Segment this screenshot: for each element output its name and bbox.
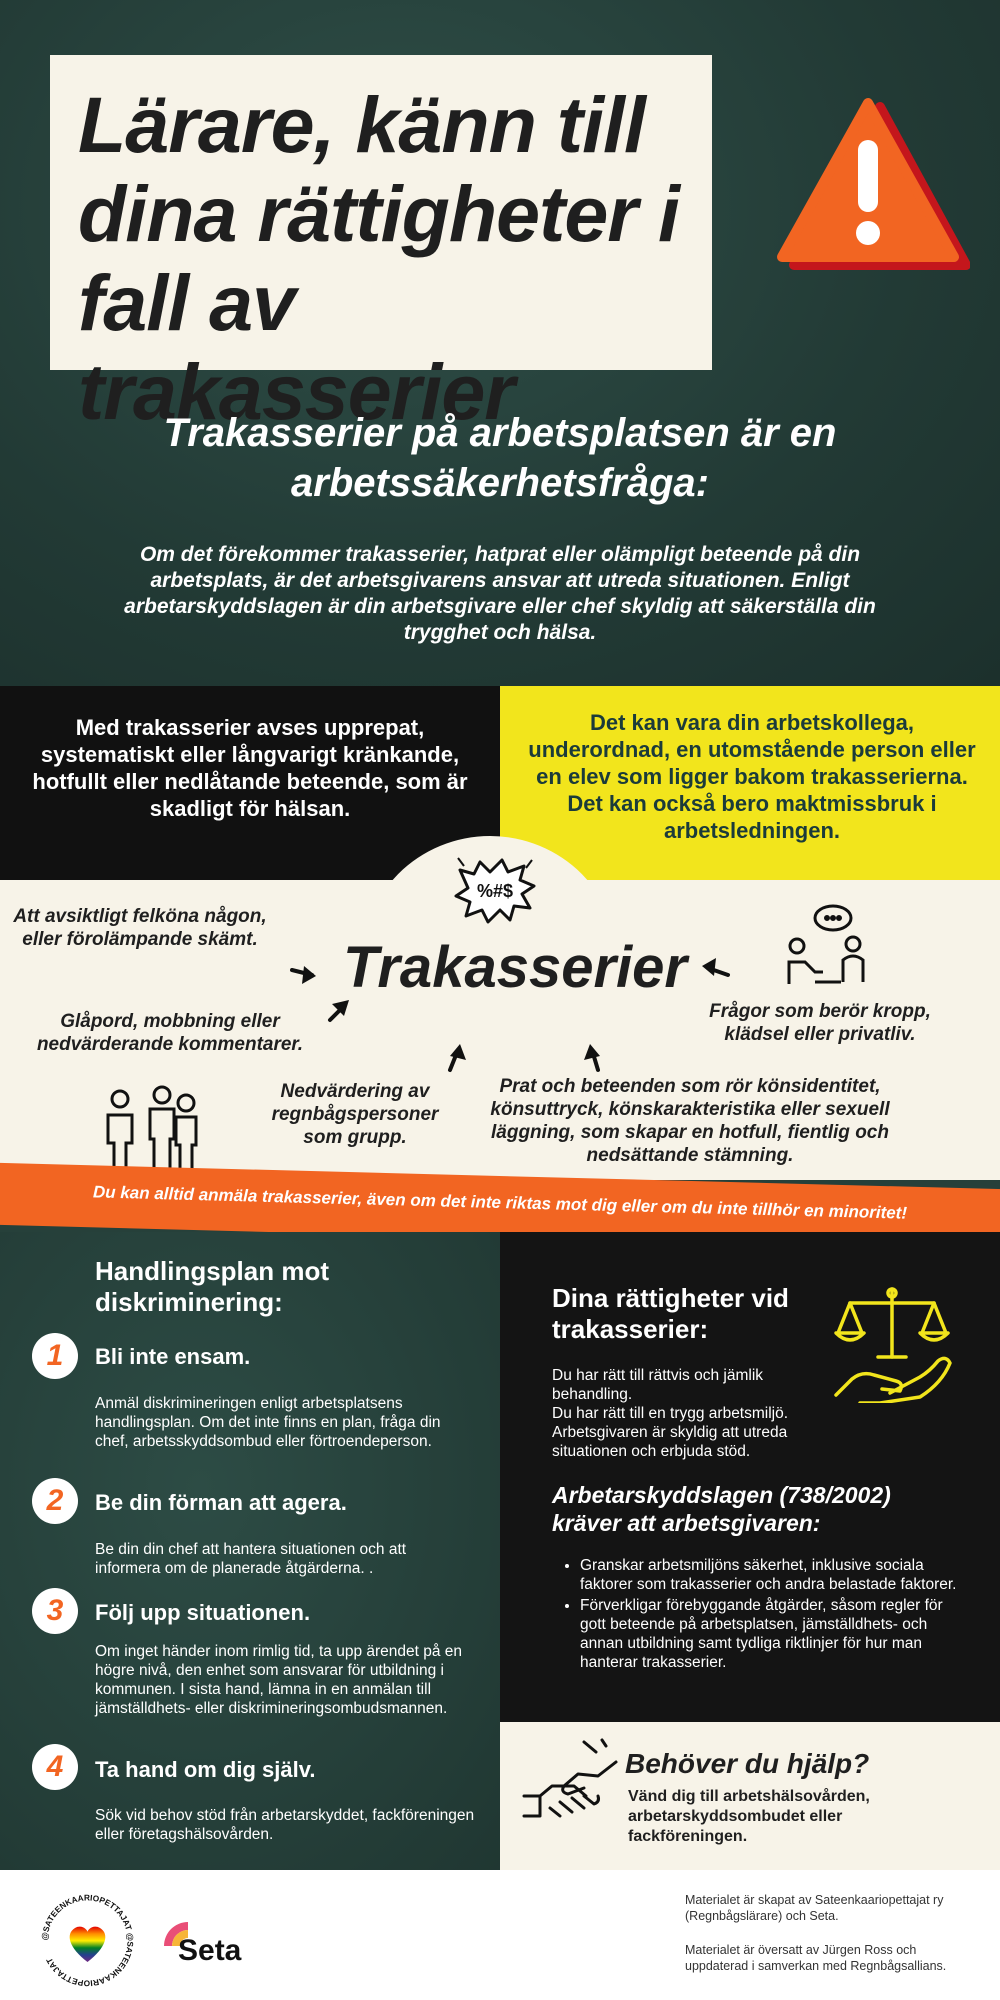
report-banner-text: Du kan alltid anmäla trakasserier, även om det inte riktas mot dig eller om du inte tillhör en minoritet! <box>92 1182 908 1223</box>
credit-text-1: Materialet är skapat av Sateenkaariopettajat ry (Regnbågslärare) och Seta. <box>685 1893 944 1923</box>
step-text-4: Sök vid behov stöd från arbetarskyddet, fackföreningen eller företagshälsovården. <box>95 1807 475 1843</box>
help-text: Vänd dig till arbetshälsovården, arbetarskyddsombudet eller fackföreningen. <box>628 1788 870 1845</box>
credit-text-2: Materialet är översatt av Jürgen Ross och uppdaterad i samverkan med Regnbågsallians. <box>685 1943 947 1973</box>
harassment-item-body: Frågor som berör kropp, klädsel eller privatliv. <box>709 1001 931 1045</box>
regnbagslarare-logo <box>35 1888 140 1993</box>
people-group-icon <box>100 1085 210 1175</box>
step-text-2: Be din din chef att hantera situationen och att informera om de planerade åtgärderna. . <box>95 1541 407 1577</box>
seta-logo-text: Seta <box>178 1934 242 1967</box>
justice-scale-icon <box>830 1283 955 1403</box>
law-list <box>560 1556 960 1674</box>
help-heading: Behöver du hjälp? <box>625 1748 870 1779</box>
step-title-4: Ta hand om dig själv. <box>95 1757 316 1782</box>
law-item: • Förverkligar förebyggande åtgärder, såsom regler för gott beteende på arbetsplatsen, jämställdhets- och annan utbildning samt tydliga riktlinjer för hur man hanterar trakasserier. <box>580 1596 960 1672</box>
action-plan-heading: Handlingsplan mot diskriminering: <box>95 1256 329 1317</box>
conversation-icon <box>785 902 875 987</box>
step-number-1: 1 <box>32 1333 78 1379</box>
page-title: Lärare, känn till dina rättigheter i fall av trakasserier <box>78 80 679 436</box>
footer <box>0 1870 1000 2000</box>
intro-text: Om det förekommer trakasserier, hatprat eller olämpligt beteende på din arbetsplats, är det arbetsgivarens ansvar att utreda situationen. Enligt arbetarskyddslagen är din arbetsgivare eller chef skyldig att säkerställa din trygghet och hälsa. <box>124 543 876 644</box>
definition-right-text: Det kan vara din arbetskollega, underordnad, en utomstående person eller en elev som ligger bakom trakasserierna. Det kan också bero maktmissbruk i arbetsledningen. <box>528 710 976 843</box>
rainbow-heart-icon <box>70 1927 106 1962</box>
harassment-item-slurs: Glåpord, mobbning eller nedvärderande kommentarer. <box>36 1011 304 1055</box>
rights-text: Du har rätt till rättvis och jämlik behandling. Du har rätt till en trygg arbetsmiljö. Arbetsgivaren är skyldig att utreda situationen och erbjuda stöd. <box>552 1367 789 1460</box>
warning-icon <box>770 95 970 275</box>
step-text-3: Om inget händer inom rimlig tid, ta upp ärendet på en högre nivå, den enhet som ansvarar för utbildning i kommunen. I sista hand, lämna in en anmälan till jämställdhets- eller diskrimineringsombudsmannen. <box>95 1643 463 1717</box>
swear-symbols: %#$ <box>476 881 514 901</box>
center-word: Trakasserier <box>342 935 687 1000</box>
step-number-3: 3 <box>32 1588 78 1634</box>
rights-heading: Dina rättigheter vid trakasserier: <box>552 1283 789 1344</box>
step-title-1: Bli inte ensam. <box>95 1344 251 1369</box>
harassment-item-misgender: Att avsiktligt felköna någon, eller förolämpande skämt. <box>13 906 267 950</box>
step-number-2: 2 <box>32 1478 78 1524</box>
step-number-4: 4 <box>32 1744 78 1790</box>
step-title-3: Följ upp situationen. <box>95 1600 311 1625</box>
law-heading: Arbetarskyddslagen (738/2002) kräver att arbetsgivaren: <box>552 1482 891 1536</box>
subtitle: Trakasserier på arbetsplatsen är en arbetssäkerhetsfråga: <box>163 411 837 505</box>
step-title-2: Be din förman att agera. <box>95 1490 347 1515</box>
harassment-item-gender: Prat och beteenden som rör könsidentitet, könsuttryck, könskarakteristika eller sexuell läggning, som skapar en hotfull, fientlig och nedsättande stämning. <box>490 1076 890 1166</box>
harassment-item-rainbow: Nedvärdering av regnbågspersoner som grupp. <box>271 1081 439 1148</box>
handshake-icon <box>520 1738 620 1838</box>
logo-ring-text: @SATEENKAARIOPETTAJAT @SATEENKAARIOPETTAJAT <box>39 1892 136 1989</box>
definition-left-text: Med trakasserier avses upprepat, systematiskt eller långvarigt kränkande, hotfullt eller nedlåtande beteende, som är skadligt för hälsan. <box>32 715 468 821</box>
law-item: • Granskar arbetsmiljöns säkerhet, inklusive sociala faktorer som trakasserier och andra belastade faktorer. <box>580 1556 960 1594</box>
step-text-1: Anmäl diskrimineringen enligt arbetsplatsens handlingsplan. Om det inte finns en plan, fråga din chef, arbetsskyddsombud eller förtroendeperson. <box>95 1395 441 1450</box>
